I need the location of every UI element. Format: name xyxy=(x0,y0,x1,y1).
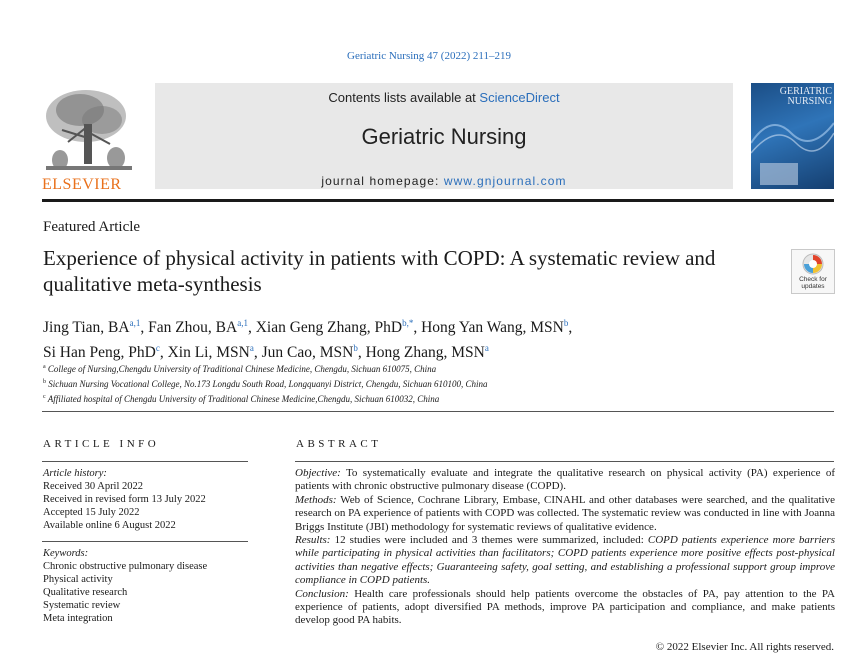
author-7[interactable]: Jun Cao, MSN$^b$ xyxy=(261,343,358,362)
author-list: Jing Tian, BA$^{a,1}$, Fan Zhou, BA$^{a,1}$, Xian Geng Zhang, PhD$^{b,*}$, Hong Yan Wang, MSN$^b$, Si Han Peng, PhD$^c$, Xin Li, MSN$^a$, Jun Cao, MSN$^b$, Hong Zhang, MSN$^a$ xyxy=(43,318,573,362)
homepage-line xyxy=(155,174,733,188)
history-item: Available online 6 August 2022 xyxy=(43,520,176,531)
article-info-rule xyxy=(42,461,248,462)
cover-photo xyxy=(760,163,798,185)
author-6[interactable]: Xin Li, MSN$^a$ xyxy=(167,343,254,362)
author-1[interactable]: Jing Tian, BA$^{a,1}$ xyxy=(43,318,141,337)
abstract-methods: Methods: Web of Science, Cochrane Library, Embase, CINAHL and other databases were searched, and the qualitative research on PA experience of patients with COPD was collected. The systematic review was conducted in line with Joanna Briggs Institute (JBI) methodology for systematic reviews of qualitative evidence. xyxy=(295,493,835,533)
article-info-heading: ARTICLE INFO xyxy=(43,438,160,450)
crossmark-label: Check for updates xyxy=(799,276,827,290)
article-type: Featured Article xyxy=(43,219,141,235)
homepage-prefix: journal homepage: xyxy=(321,174,444,188)
cover-title: GERIATRIC NURSING xyxy=(779,86,832,107)
sciencedirect-link[interactable]: ScienceDirect xyxy=(479,90,560,105)
keyword-item: Chronic obstructive pulmonary disease xyxy=(43,561,208,572)
journal-cover-image[interactable] xyxy=(751,83,834,189)
author-2[interactable]: Fan Zhou, BA$^{a,1}$ xyxy=(148,318,248,337)
keyword-item: Systematic review xyxy=(43,600,121,611)
header-divider xyxy=(42,199,834,202)
keyword-item: Qualitative research xyxy=(43,587,128,598)
affiliation-a: $^a$ College of Nursing,Chengdu University of Traditional Chinese Medicine, Chengdu, Sichuan 610075, China xyxy=(43,364,437,374)
check-for-updates-button[interactable] xyxy=(791,249,835,294)
abstract-rule xyxy=(295,461,834,462)
contents-prefix: Contents lists available at xyxy=(328,90,480,105)
journal-homepage-link[interactable]: www.gnjournal.com xyxy=(443,174,567,188)
abstract-conclusion: Conclusion: Health care professionals should help patients overcome the obstacles of PA, pay attention to the PA experience of patients, adopt diversified PA methods, improve PA participation and compliance, and make patients develop good PA habits. xyxy=(295,587,835,627)
author-8[interactable]: Hong Zhang, MSN$^a$ xyxy=(365,343,489,362)
abstract-objective: Objective: To systematically evaluate and integrate the qualitative research on physical activity (PA) experience of patients with chronic obstructive pulmonary disease (COPD). xyxy=(295,467,835,493)
affiliation-b: $^b$ Sichuan Nursing Vocational College, No.173 Longdu South Road, Longquanyi District, Chengdu, Sichuan 610100, China xyxy=(43,379,488,389)
keyword-item: Physical activity xyxy=(43,574,113,585)
article-title: Experience of physical activity in patients with COPD: A systematic review and qualitative meta-synthesis xyxy=(43,246,716,296)
copyright-notice: © 2022 Elsevier Inc. All rights reserved. xyxy=(655,641,834,653)
cover-wave-graphic xyxy=(751,103,834,163)
journal-citation-link[interactable]: Geriatric Nursing 47 (2022) 211–219 xyxy=(347,50,511,62)
article-history xyxy=(43,467,249,532)
affiliation-c: $^c$ Affiliated hospital of Chengdu University of Traditional Chinese Medicine,Chengdu, Sichuan 610032, China xyxy=(43,394,440,404)
history-item: Received in revised form 13 July 2022 xyxy=(43,494,206,505)
publisher-wordmark: ELSEVIER xyxy=(42,176,122,193)
section-divider xyxy=(42,411,834,412)
journal-name: Geriatric Nursing xyxy=(361,124,527,149)
history-item: Accepted 15 July 2022 xyxy=(43,507,140,518)
history-item: Received 30 April 2022 xyxy=(43,481,144,492)
abstract-body xyxy=(295,467,835,628)
keywords xyxy=(43,547,249,625)
history-label: Article history: xyxy=(43,468,107,479)
author-4[interactable]: Hong Yan Wang, MSN$^b$ xyxy=(421,318,569,337)
keywords-rule xyxy=(42,541,248,542)
crossmark-icon xyxy=(802,253,824,275)
abstract-heading: ABSTRACT xyxy=(296,438,382,450)
keyword-item: Meta integration xyxy=(43,613,113,624)
contents-line xyxy=(155,90,733,105)
abstract-results: Results: 12 studies were included and 3 themes were summarized, included: COPD patients experience more barriers while participating in physical activities than facilitators; COPD patients experience more positive effects post-physical activities than negative effects; Guaranteeing safety, goal setting, and establishing a professional support group improve compliance in COPD patients. xyxy=(295,534,835,587)
keywords-label: Keywords: xyxy=(43,548,89,559)
author-5[interactable]: Si Han Peng, PhD$^c$ xyxy=(43,343,160,362)
affiliations xyxy=(43,361,803,406)
author-3[interactable]: Xian Geng Zhang, PhD$^{b,*}$ xyxy=(255,318,414,337)
